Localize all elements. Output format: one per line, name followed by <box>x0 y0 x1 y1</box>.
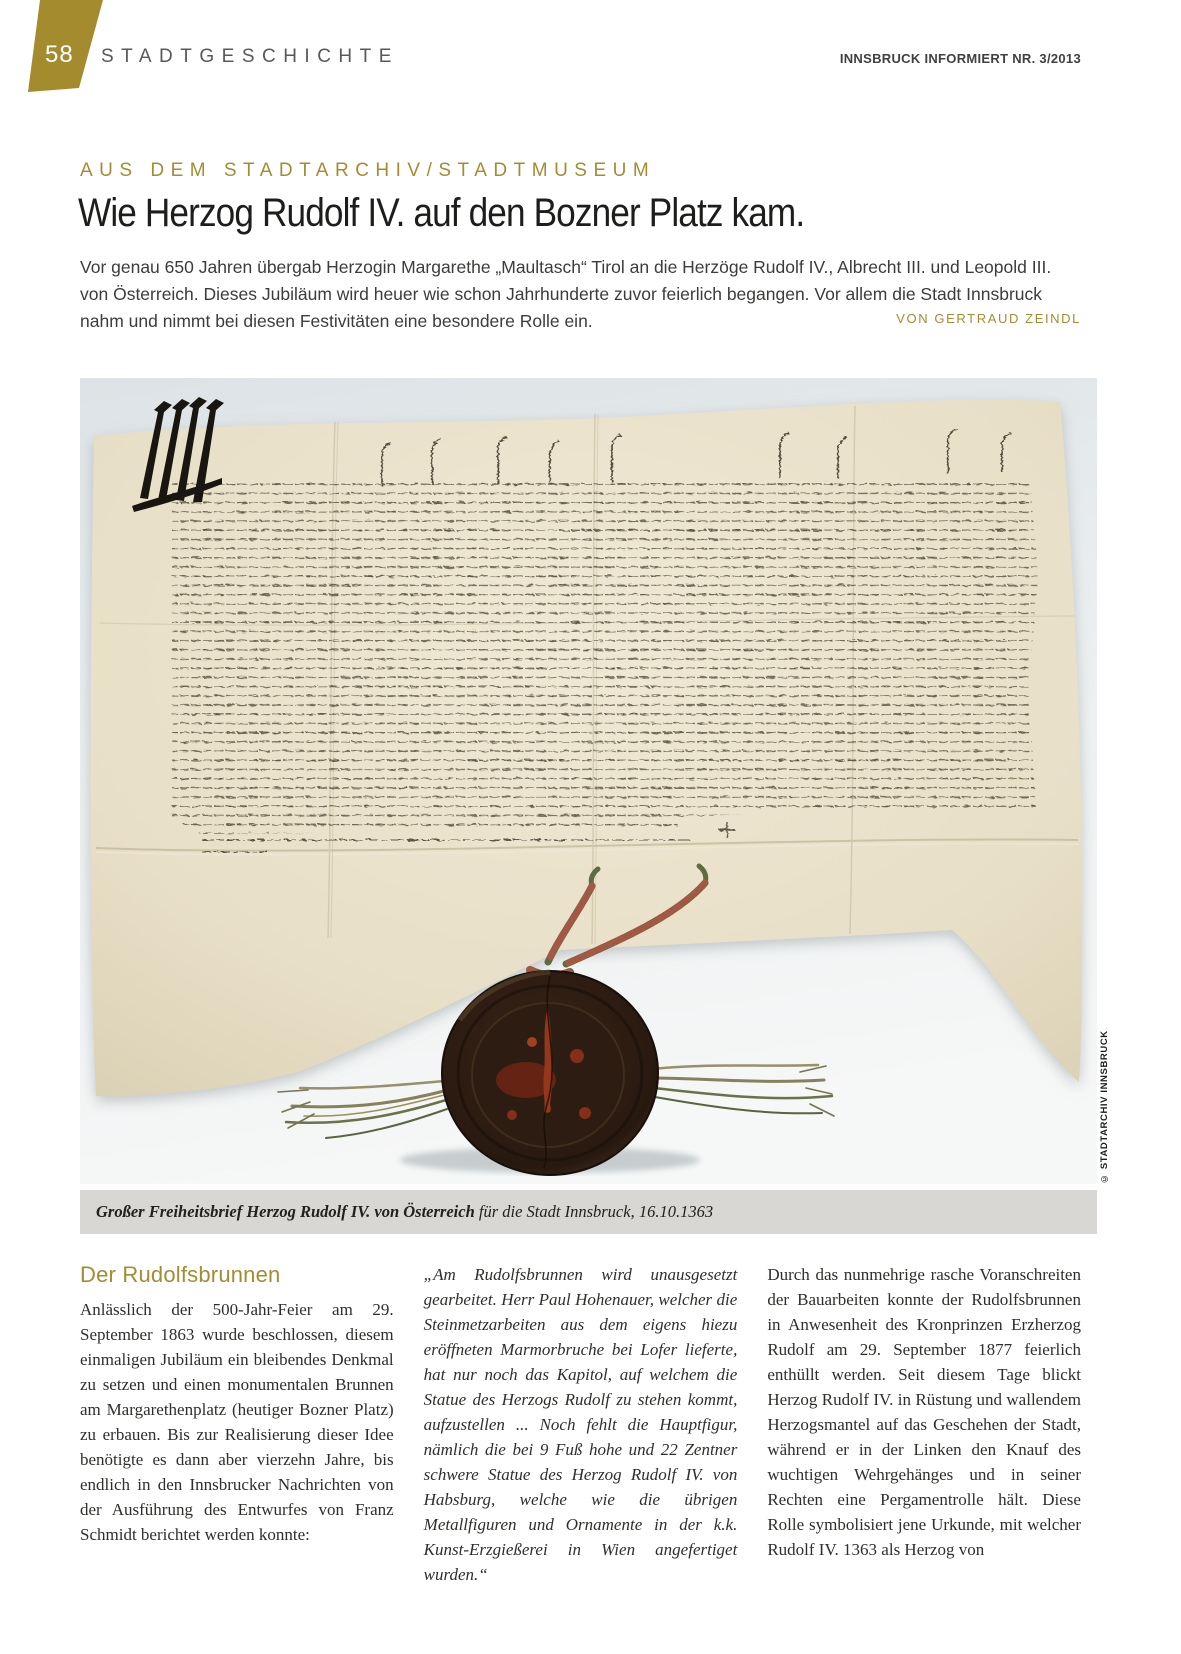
parchment-illustration <box>80 378 1097 1184</box>
column-1 <box>80 1262 394 1587</box>
issue-label: INNSBRUCK INFORMIERT NR. 3/2013 <box>839 51 1081 66</box>
lead-paragraph: Vor genau 650 Jahren übergab Herzogin Margarethe „Maultasch“ Tirol an die Herzöge Rudolf IV., Albrecht III. und Leopold III. von Österreich. Dieses Jubiläum wird heuer wie schon Jahrhunderte zuvor feierlich begangen. Vor allem die Stadt Innsbruck nahm und nimmt bei diesen Festivitäten eine besondere Rolle ein. <box>80 257 1052 331</box>
column-3 <box>767 1262 1081 1587</box>
caption-title: Großer Freiheitsbrief Herzog Rudolf IV. von Österreich <box>96 1202 475 1221</box>
column-3-text: Durch das nunmehrige rasche Voranschreiten der Bauarbeiten konnte der Rudolfsbrunnen in Anwesenheit des Kronprinzen Erzherzog Rudolf am 29. September 1877 feierlich enthüllt werden. Seit diesem Tage blickt Herzog Rudolf IV. in Rüstung und wallendem Herzogsmantel auf das Geschehen der Stadt, während er in der Linken den Knauf des wuchtigen Wehrgehänges und in seiner Rechten eine Pergamentrolle hält. Diese Rolle symbolisiert jene Urkunde, mit welcher Rudolf IV. 1363 als Herzog von <box>767 1265 1081 1559</box>
column-1-text: Anlässlich der 500-Jahr-Feier am 29. September 1863 wurde beschlossen, diesem einmaligen Jubiläum ein bleibendes Denkmal zu setzen und einen monumentalen Brunnen am Margarethenplatz (heutiger Bozner Platz) zu erbauen. Bis zur Realisierung dieser Idee benötigte es dann aber vierzehn Jahre, bis endlich in den Innsbrucker Nachrichten von der Ausführung des Entwurfes von Franz Schmidt berichtet werden konnte: <box>80 1300 394 1544</box>
kicker: AUS DEM STADTARCHIV/STADTMUSEUM <box>80 160 656 181</box>
column-2-quote: „Am Rudolfsbrunnen wird unausgesetzt gearbeitet. Herr Paul Hohenauer, welcher die Steinmetzarbeiten aus dem eigens hiezu eröffneten Marmorbruche bei Lofer lieferte, hat nur noch das Kapitol, auf welchem die Statue des Herzogs Rudolf zu stehen kommt, aufzustellen ... Noch fehlt die Hauptfigur, nämlich die bei 9 Fuß hohe und 22 Zentner schwere Statue des Herzog Rudolf IV. von Habsburg, welche wie die übrigen Metallfiguren und Ornamente in der k.k. Kunst-Erzgießerei in Wien angefertiget wurden.“ <box>423 1265 738 1584</box>
figure-caption <box>80 1190 1097 1234</box>
column-2 <box>424 1262 738 1587</box>
page-number: 58 <box>45 41 74 68</box>
column-heading: Der Rudolfsbrunnen <box>80 1262 281 1287</box>
charter-photo <box>80 378 1097 1184</box>
article-body <box>80 1262 1081 1587</box>
wax-seal <box>442 971 658 1175</box>
photo-credit: © STADTARCHIV INNSBRUCK <box>1099 1030 1110 1184</box>
byline: VON GERTRAUD ZEINDL <box>896 311 1081 326</box>
caption-detail: für die Stadt Innsbruck, 16.10.1363 <box>474 1202 714 1221</box>
article-title: Wie Herzog Rudolf IV. auf den Bozner Platz kam. <box>78 191 805 235</box>
section-title: STADTGESCHICHTE <box>101 46 399 67</box>
